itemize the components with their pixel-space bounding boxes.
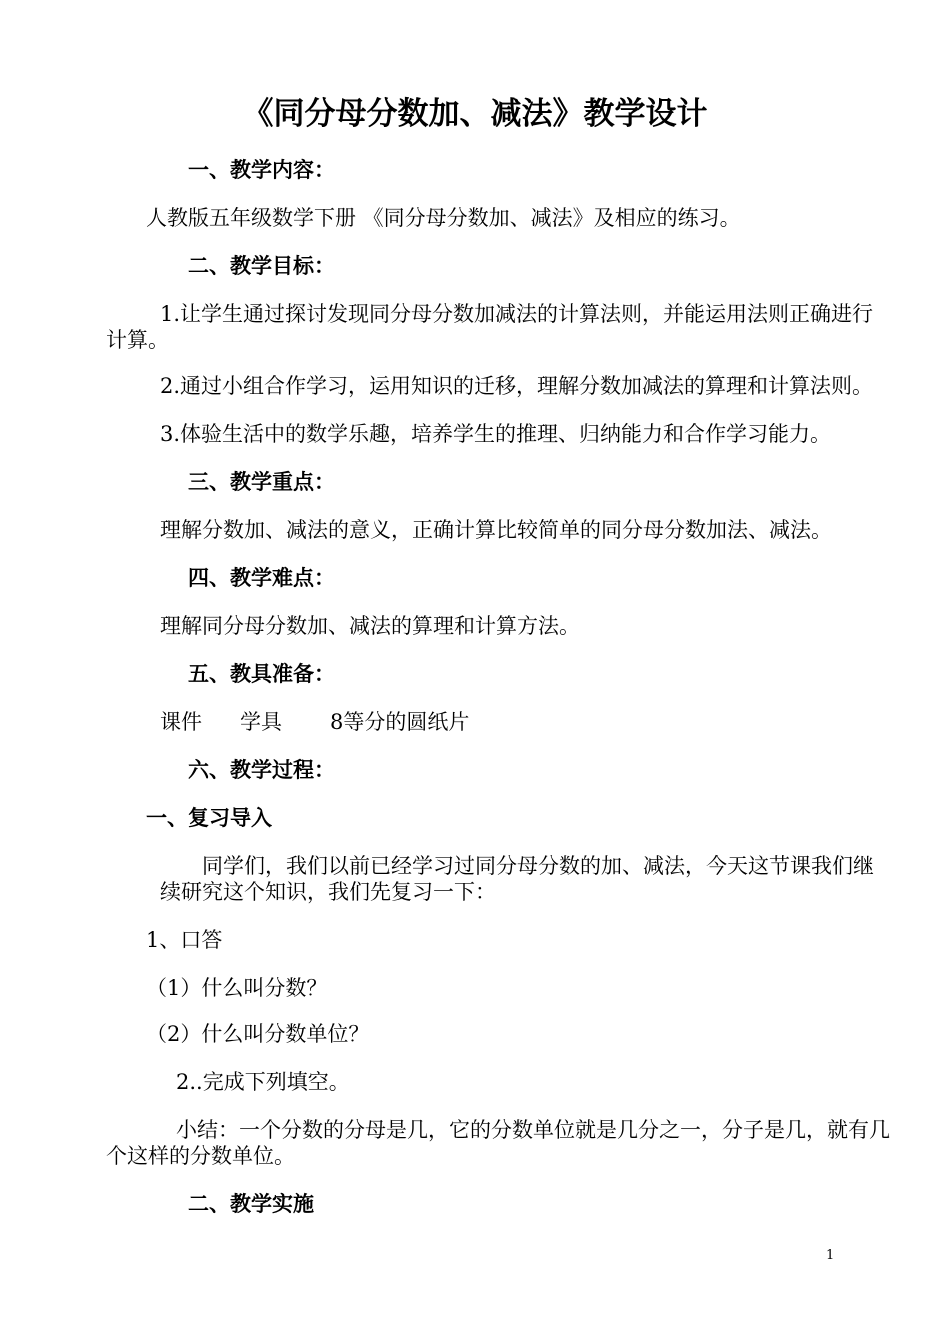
fill-in-task: 2..完成下列填空。 bbox=[176, 1070, 350, 1094]
question-1: （1）什么叫分数？ bbox=[146, 976, 328, 1000]
part-heading-implementation: 二、教学实施 bbox=[188, 1192, 314, 1216]
review-intro-line-1: 同学们，我们以前已经学习过同分母分数的加、减法，今天这节课我们继 bbox=[202, 854, 874, 878]
summary-line-1: 小结：一个分数的分母是几，它的分数单位就是几分之一，分子是几，就有几 bbox=[176, 1118, 890, 1142]
material-item-2: 学具 bbox=[240, 710, 282, 734]
goal-2: 2.通过小组合作学习，运用知识的迁移，理解分数加减法的算理和计算法则。 bbox=[160, 374, 874, 398]
section-heading-materials: 五、教具准备： bbox=[188, 662, 335, 686]
goal-1-line-1: 1.让学生通过探讨发现同分母分数加减法的计算法则，并能运用法则正确进行 bbox=[160, 302, 874, 326]
section-heading-goals: 二、教学目标： bbox=[188, 254, 335, 278]
section-heading-difficulties: 四、教学难点： bbox=[188, 566, 335, 590]
summary-line-2: 个这样的分数单位。 bbox=[106, 1144, 295, 1168]
part-heading-review: 一、复习导入 bbox=[146, 806, 272, 830]
page-number: 1 bbox=[826, 1248, 835, 1263]
material-item-3: 8等分的圆纸片 bbox=[330, 710, 470, 734]
section-heading-process: 六、教学过程： bbox=[188, 758, 335, 782]
section-heading-key-points: 三、教学重点： bbox=[188, 470, 335, 494]
key-points-text: 理解分数加、减法的意义，正确计算比较简单的同分母分数加法、减法。 bbox=[160, 518, 832, 542]
material-item-1: 课件 bbox=[160, 710, 202, 734]
content-text: 人教版五年级数学下册 《同分母分数加、减法》及相应的练习。 bbox=[146, 206, 741, 230]
goal-3: 3.体验生活中的数学乐趣，培养学生的推理、归纳能力和合作学习能力。 bbox=[160, 422, 832, 446]
goal-1-line-2: 计算。 bbox=[106, 328, 169, 352]
difficulties-text: 理解同分母分数加、减法的算理和计算方法。 bbox=[160, 614, 580, 638]
document-title: 《同分母分数加、减法》教学设计 bbox=[242, 96, 708, 132]
oral-answer-heading: 1、口答 bbox=[146, 928, 223, 952]
question-2: （2）什么叫分数单位？ bbox=[146, 1022, 370, 1046]
section-heading-content: 一、教学内容： bbox=[188, 158, 335, 182]
review-intro-line-2: 续研究这个知识，我们先复习一下： bbox=[160, 880, 496, 904]
